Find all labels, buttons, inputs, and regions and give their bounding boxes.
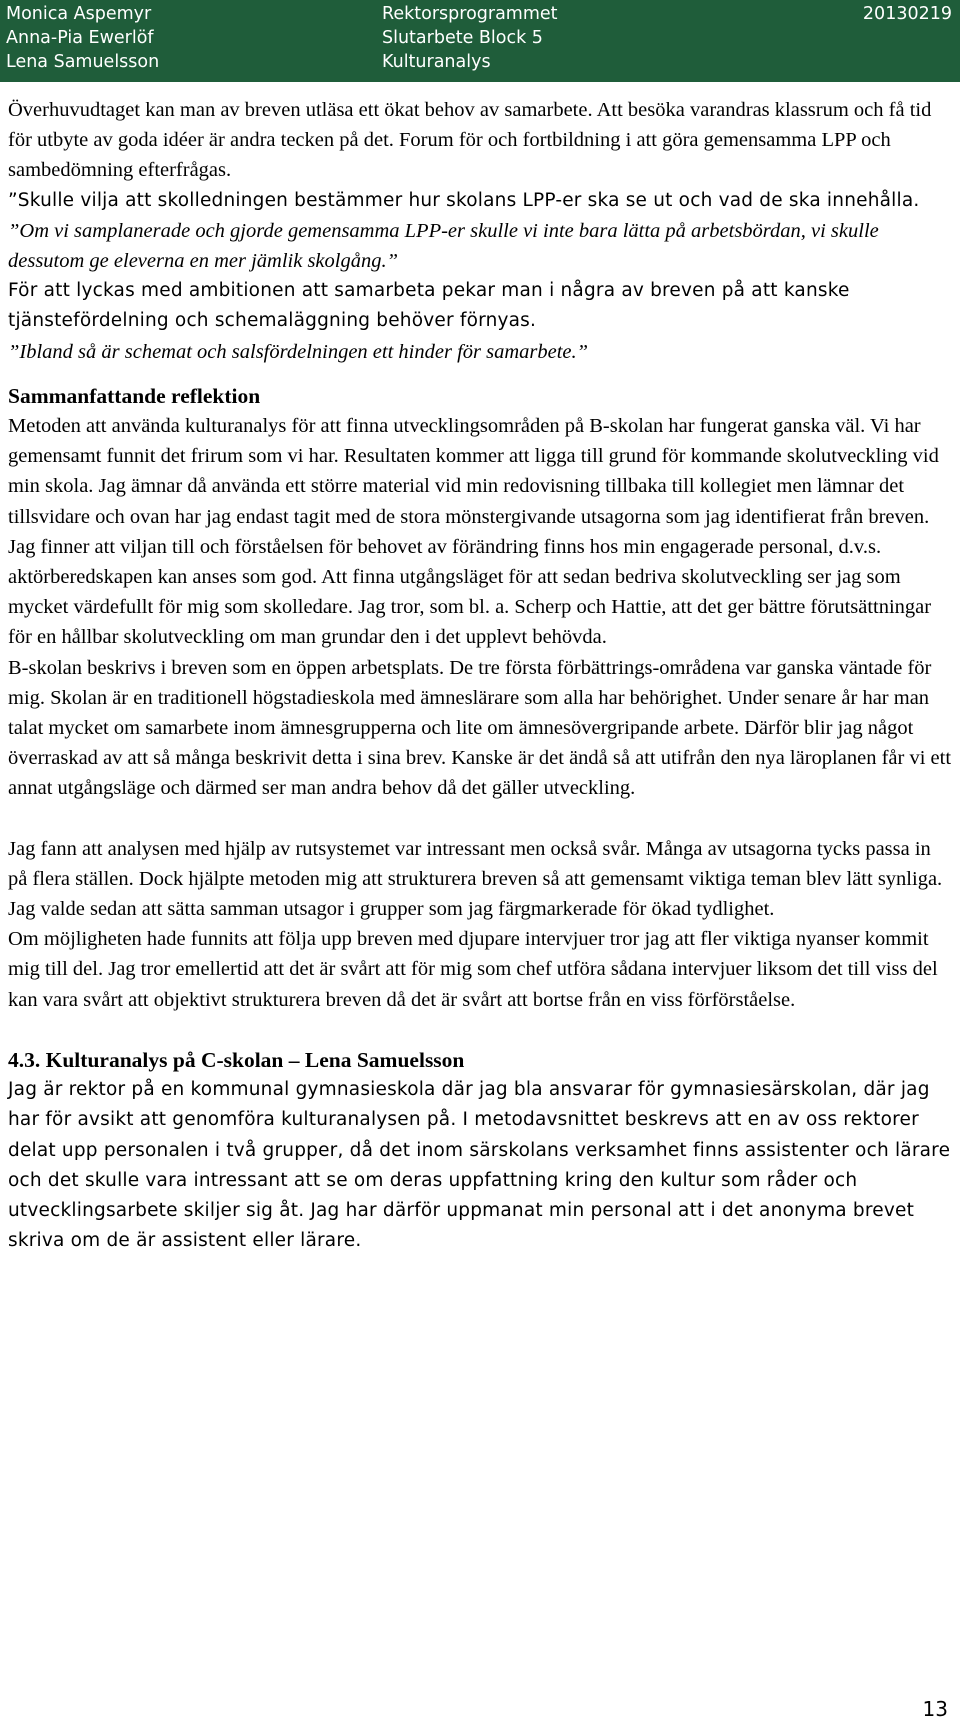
paragraph: Jag fann att analysen med hjälp av rutsystemet var intressant men också svår. Många av utsagorna tycks passa in på flera ställen. Dock hjälpte metoden mig att strukturera breven så att gemensamt viktiga teman blev lätt synliga. Jag valde sedan att sätta samman utsagor i grupper som jag färgmarkerade för ökad tydlighet.	[8, 837, 943, 921]
header-author-3: Lena Samuelsson	[6, 52, 160, 72]
paragraph: Jag är rektor på en kommunal gymnasieskola där jag bla ansvarar för gymnasiesärskolan, där jag har för avsikt att genomföra kulturanalysen på. I metodavsnittet beskrevs att en av oss rektorer delat upp personalen i två grupper, då det inom särskolans verksamhet finns assistenter och lärare och det skulle vara intressant att se om deras uppfattning kring den kultur som råder och utvecklingsarbete skiljer sig åt. Jag har därför uppmanat min personal att i det anonyma brevet skriva om de är assistent eller lärare.	[8, 1079, 951, 1252]
page-number: 13	[922, 1697, 948, 1721]
section-heading: Sammanfattande reflektion	[8, 383, 261, 408]
header-author-1: Monica Aspemyr	[6, 4, 152, 24]
quote-paragraph: ”Skulle vilja att skolledningen bestämmer hur skolans LPP-er ska se ut och vad de ska innehålla.	[8, 189, 920, 211]
paragraph: För att lyckas med ambitionen att samarbeta pekar man i några av breven på att kanske tjänstefördelning och schemaläggning behöver förnyas.	[8, 280, 850, 332]
header-program: Rektorsprogrammet	[382, 4, 558, 24]
paragraph: Om möjligheten hade funnits att följa upp breven med djupare intervjuer tror jag att fler viktiga nyanser kommit mig till del. Jag tror emellertid att det är svårt att för mig som chef utföra sådana intervjuer liksom det till viss del kan vara svårt att objektivt strukturera breven då det är svårt att bortse från en viss förförståelse.	[8, 928, 938, 1011]
header-course	[382, 2, 558, 74]
paragraph: B-skolan beskrivs i breven som en öppen arbetsplats. De tre första förbättrings-områdena var ganska väntade för mig. Skolan är en traditionell högstadieskola med ämneslärare som alla har behörighet. Under senare år har man talat mycket om samarbete inom ämnesgrupperna och lite om ämnesövergripande arbete. Därför blir jag något överraskad av att så många beskrivit detta i sina brev. Kanske är det ändå så att utifrån den nya läroplanen får vi ett annat utgångsläge och därmed ser man andra behov då det gäller utveckling.	[8, 656, 952, 800]
paragraph: Metoden att använda kulturanalys för att finna utvecklingsområden på B-skolan har fungerat ganska väl. Vi har gemensamt funnit det frirum som vi har. Resultaten kommer att ligga till grund för kommande skolutveckling vid min skola. Jag ämnar då använda ett större material vid min redovisning tillbaka till kollegiet men lämnar det tillsvidare och ovan har jag endast tagit med de stora mönstergivande utsagorna som jag identifierat från breven.	[8, 415, 939, 528]
page-header	[0, 0, 960, 82]
header-authors	[6, 2, 159, 74]
quote-paragraph: ”Ibland så är schemat och salsfördelningen ett hinder för samarbete.”	[8, 340, 589, 363]
header-block: Slutarbete Block 5	[382, 28, 543, 48]
quote-paragraph: ”Om vi samplanerade och gjorde gemensamma LPP-er skulle vi inte bara lätta på arbetsbördan, vi skulle dessutom ge eleverna en mer jämlik skolgång.”	[8, 219, 879, 273]
document-body	[8, 95, 953, 1256]
paragraph: Överhuvudtaget kan man av breven utläsa ett ökat behov av samarbete. Att besöka varandras klassrum och få tid för utbyte av goda idéer är andra tecken på det. Forum för och fortbildning i att göra gemensamma LPP och sambedömning efterfrågas.	[8, 99, 932, 182]
header-date-column	[863, 2, 952, 26]
section-heading: 4.3. Kulturanalys på C-skolan – Lena Samuelsson	[8, 1047, 465, 1072]
header-topic: Kulturanalys	[382, 52, 491, 72]
header-author-2: Anna-Pia Ewerlöf	[6, 28, 154, 48]
paragraph: Jag finner att viljan till och förståelsen för behovet av förändring finns hos min engagerade personal, d.v.s. aktörberedskapen kan anses som god. Att finna utgångsläget för att sedan bedriva skolutveckling ser jag som mycket värdefullt för mig som skolledare. Jag tror, som bl. a. Scherp och Hattie, att det ger bättre förutsättningar för en hållbar skolutveckling om man grundar den i det upplevt behövda.	[8, 535, 932, 649]
header-date: 20130219	[862, 4, 952, 24]
